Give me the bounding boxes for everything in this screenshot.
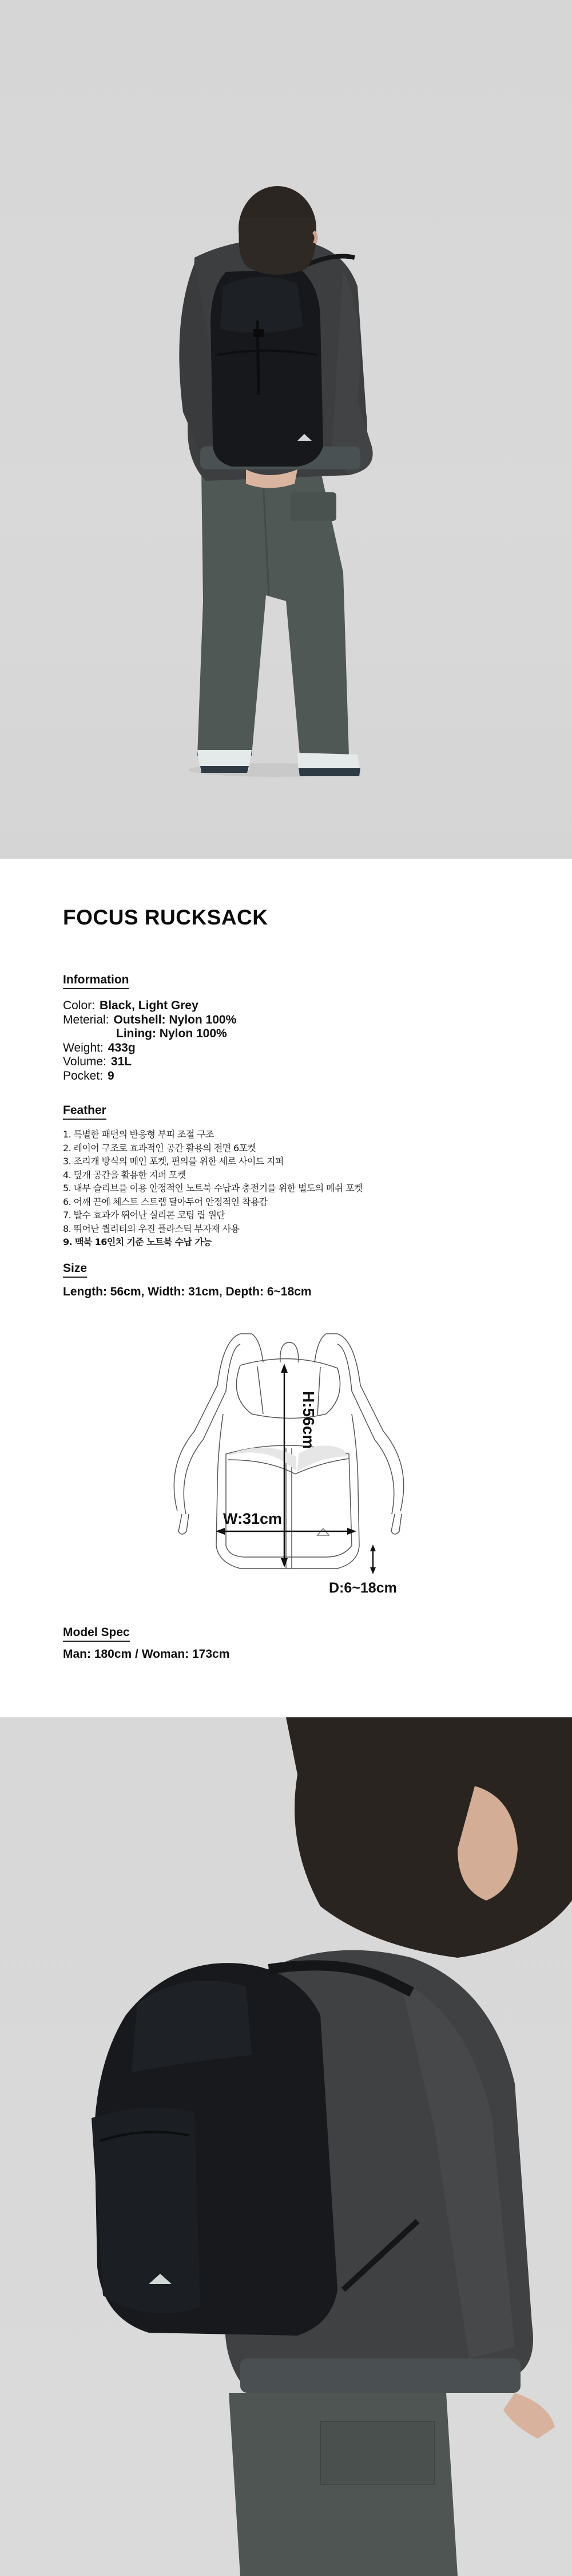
- feature-item: 6. 어깨 끈에 체스트 스트랩 달아두어 안정적인 착용감: [63, 1196, 268, 1207]
- info-label: Pocket:: [63, 1069, 104, 1082]
- information-heading: Information: [63, 973, 129, 989]
- info-value: 433g: [108, 1041, 136, 1054]
- model-back-view-illustration: [0, 0, 572, 859]
- feather-heading: Feather: [63, 1104, 106, 1120]
- info-value: Outshell: Nylon 100%: [113, 1013, 237, 1026]
- model-spec-text: Man: 180cm / Woman: 173cm: [63, 1647, 230, 1661]
- feature-list: [63, 1128, 363, 1249]
- feature-item: 8. 뛰어난 퀄리티의 우진 플라스틱 부자재 사용: [63, 1223, 240, 1234]
- info-value: Lining: Nylon 100%: [116, 1027, 227, 1040]
- width-label: W:31cm: [223, 1510, 283, 1527]
- info-label: Volume:: [63, 1055, 106, 1068]
- hero-photo-back-view: [0, 0, 572, 859]
- info-row-volume: [63, 1055, 236, 1069]
- info-row-material: [63, 1013, 236, 1028]
- feature-item: 5. 내부 슬리브를 이용 안정적인 노트북 수납과 충전기를 위한 별도의 메쉬 포켓: [63, 1183, 363, 1194]
- feature-item: 4. 덮개 공간을 활용한 지퍼 포켓: [63, 1169, 186, 1180]
- feature-item: 2. 레이어 구조로 효과적인 공간 활용의 전면 6포켓: [63, 1142, 256, 1153]
- info-row-color: [63, 999, 236, 1013]
- feature-item: 7. 발수 효과가 뛰어난 실리콘 코팅 립 원단: [63, 1210, 225, 1220]
- depth-label: D:6~18cm: [329, 1580, 397, 1596]
- feature-item: 3. 조리개 방식의 메인 포켓, 편의를 위한 세로 사이드 지퍼: [63, 1156, 284, 1167]
- info-label: Color:: [63, 999, 96, 1012]
- information-list: [63, 999, 236, 1083]
- backpack-line-drawing: [154, 1317, 423, 1603]
- info-row-weight: [63, 1041, 236, 1056]
- product-title: FOCUS RUCKSACK: [63, 906, 268, 929]
- info-row-pocket: [63, 1069, 236, 1084]
- info-label: Meterial:: [63, 1013, 109, 1026]
- size-heading: Size: [63, 1262, 87, 1278]
- feature-item: 9. 맥북 16인치 기준 노트북 수납 가능: [63, 1236, 212, 1247]
- info-row-lining: [63, 1027, 236, 1041]
- model-side-view-illustration: [0, 1717, 572, 2576]
- photo-side-view: [0, 1717, 572, 2576]
- height-label: H:56cm: [300, 1391, 317, 1449]
- info-value: 9: [108, 1069, 114, 1082]
- info-label: Weight:: [63, 1041, 104, 1054]
- info-value: 31L: [110, 1055, 132, 1068]
- feature-item: 1. 특별한 패턴의 반응형 부피 조절 구조: [63, 1129, 214, 1140]
- info-value: Black, Light Grey: [100, 999, 198, 1012]
- model-spec-heading: Model Spec: [63, 1626, 130, 1642]
- size-text: Length: 56cm, Width: 31cm, Depth: 6~18cm: [63, 1285, 312, 1298]
- product-detail-section: [0, 859, 572, 1717]
- size-diagram: [154, 1317, 423, 1603]
